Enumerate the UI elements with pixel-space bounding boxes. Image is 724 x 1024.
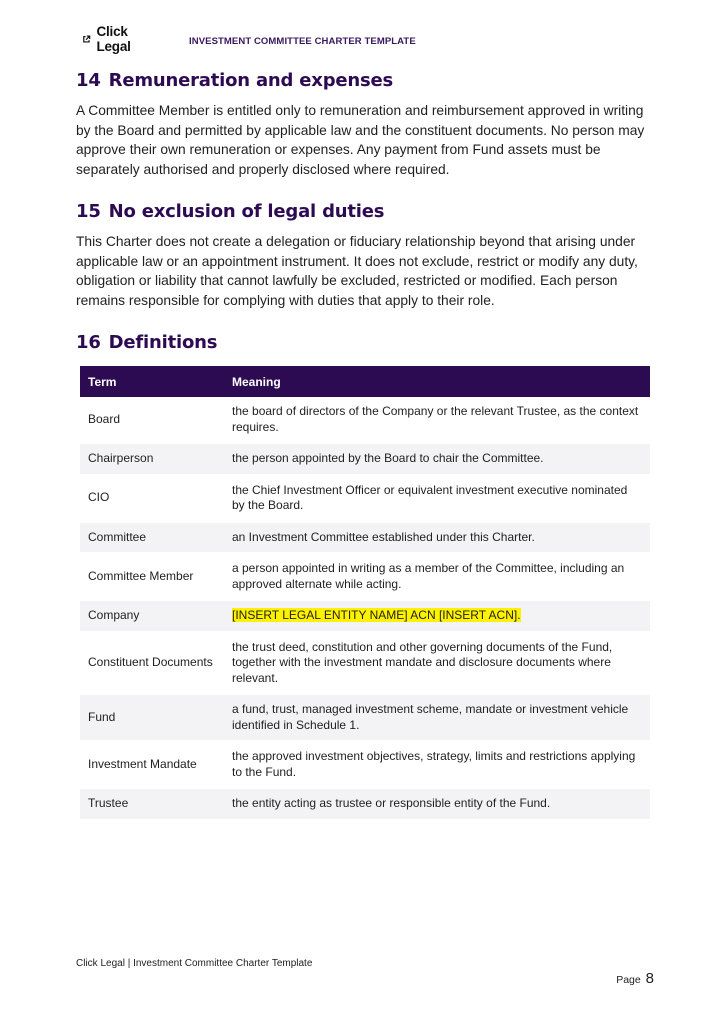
header-document-title: INVESTMENT COMMITTEE CHARTER TEMPLATE [189,36,416,47]
table-row [80,741,650,788]
table-row [80,788,650,820]
section-number: 16 [76,332,101,353]
term-cell: CIO [80,475,224,522]
term-cell: Trustee [80,788,224,820]
section-title: Remuneration and expenses [108,70,394,91]
meaning-cell: the trust deed, constitution and other governing documents of the Fund, together with the investment mandate and disclosure documents where relevant. [224,632,650,695]
term-cell: Board [80,397,224,443]
term-cell: Fund [80,694,224,741]
table-row [80,600,650,632]
meaning-cell: the person appointed by the Board to chair the Committee. [224,443,650,475]
term-cell: Chairperson [80,443,224,475]
table-row [80,475,650,522]
meaning-cell: an Investment Committee established under this Charter. [224,522,650,554]
section-body: A Committee Member is entitled only to remuneration and reimbursement approved in writing by the Board and permitted by applicable law and the constituent documents. No person may approve their own remuneration or expenses. Any payment from Fund assets must be separately authorised and properly disclosed where required. [76,103,645,177]
table-row [80,632,650,695]
logo-text: Click Legal [96,24,131,54]
section-title: Definitions [108,332,218,353]
definitions-table [80,366,650,821]
page-number-value: 8 [645,970,654,987]
table-header-row [80,366,650,397]
table-row [80,522,650,554]
term-cell: Company [80,600,224,632]
term-cell: Committee Member [80,553,224,600]
section-title: No exclusion of legal duties [108,201,385,222]
footer-text: Click Legal | Investment Committee Charter Template [76,958,313,969]
meaning-cell: the approved investment objectives, strategy, limits and restrictions applying to the Fund. [224,741,650,788]
section-legal-duties [76,201,654,310]
table-row [80,443,650,475]
term-cell: Investment Mandate [80,741,224,788]
logo [82,24,137,54]
section-number: 14 [76,70,101,91]
term-cell: Committee [80,522,224,554]
meaning-cell: a fund, trust, managed investment scheme, mandate or investment vehicle identified in Schedule 1. [224,694,650,741]
section-remuneration [76,70,654,179]
meaning-cell: a person appointed in writing as a member of the Committee, including an approved alternate while acting. [224,553,650,600]
meaning-cell [224,600,650,632]
section-heading [76,332,654,353]
page-number [616,970,654,987]
section-body: This Charter does not create a delegation or fiduciary relationship beyond that arising under applicable law or an appointment instrument. It does not exclude, restrict or modify any duty, obligation or liability that cannot lawfully be excluded, restricted or modified. Each person remains responsible for complying with duties that apply to their role. [76,234,638,308]
section-definitions [76,332,654,821]
term-cell: Constituent Documents [80,632,224,695]
arrow-up-right-icon [82,31,91,47]
meaning-cell: the board of directors of the Company or the relevant Trustee, as the context requires. [224,397,650,443]
placeholder-highlight: [INSERT LEGAL ENTITY NAME] ACN [INSERT ACN]. [232,608,521,622]
section-heading [76,201,654,222]
column-header-meaning: Meaning [224,366,650,397]
table-row [80,397,650,443]
page-content [76,70,654,821]
section-number: 15 [76,201,101,222]
page-label: Page [616,974,641,986]
meaning-cell: the entity acting as trustee or responsible entity of the Fund. [224,788,650,820]
column-header-term: Term [80,366,224,397]
meaning-cell: the Chief Investment Officer or equivalent investment executive nominated by the Board. [224,475,650,522]
table-row [80,553,650,600]
table-row [80,694,650,741]
section-heading [76,70,654,91]
